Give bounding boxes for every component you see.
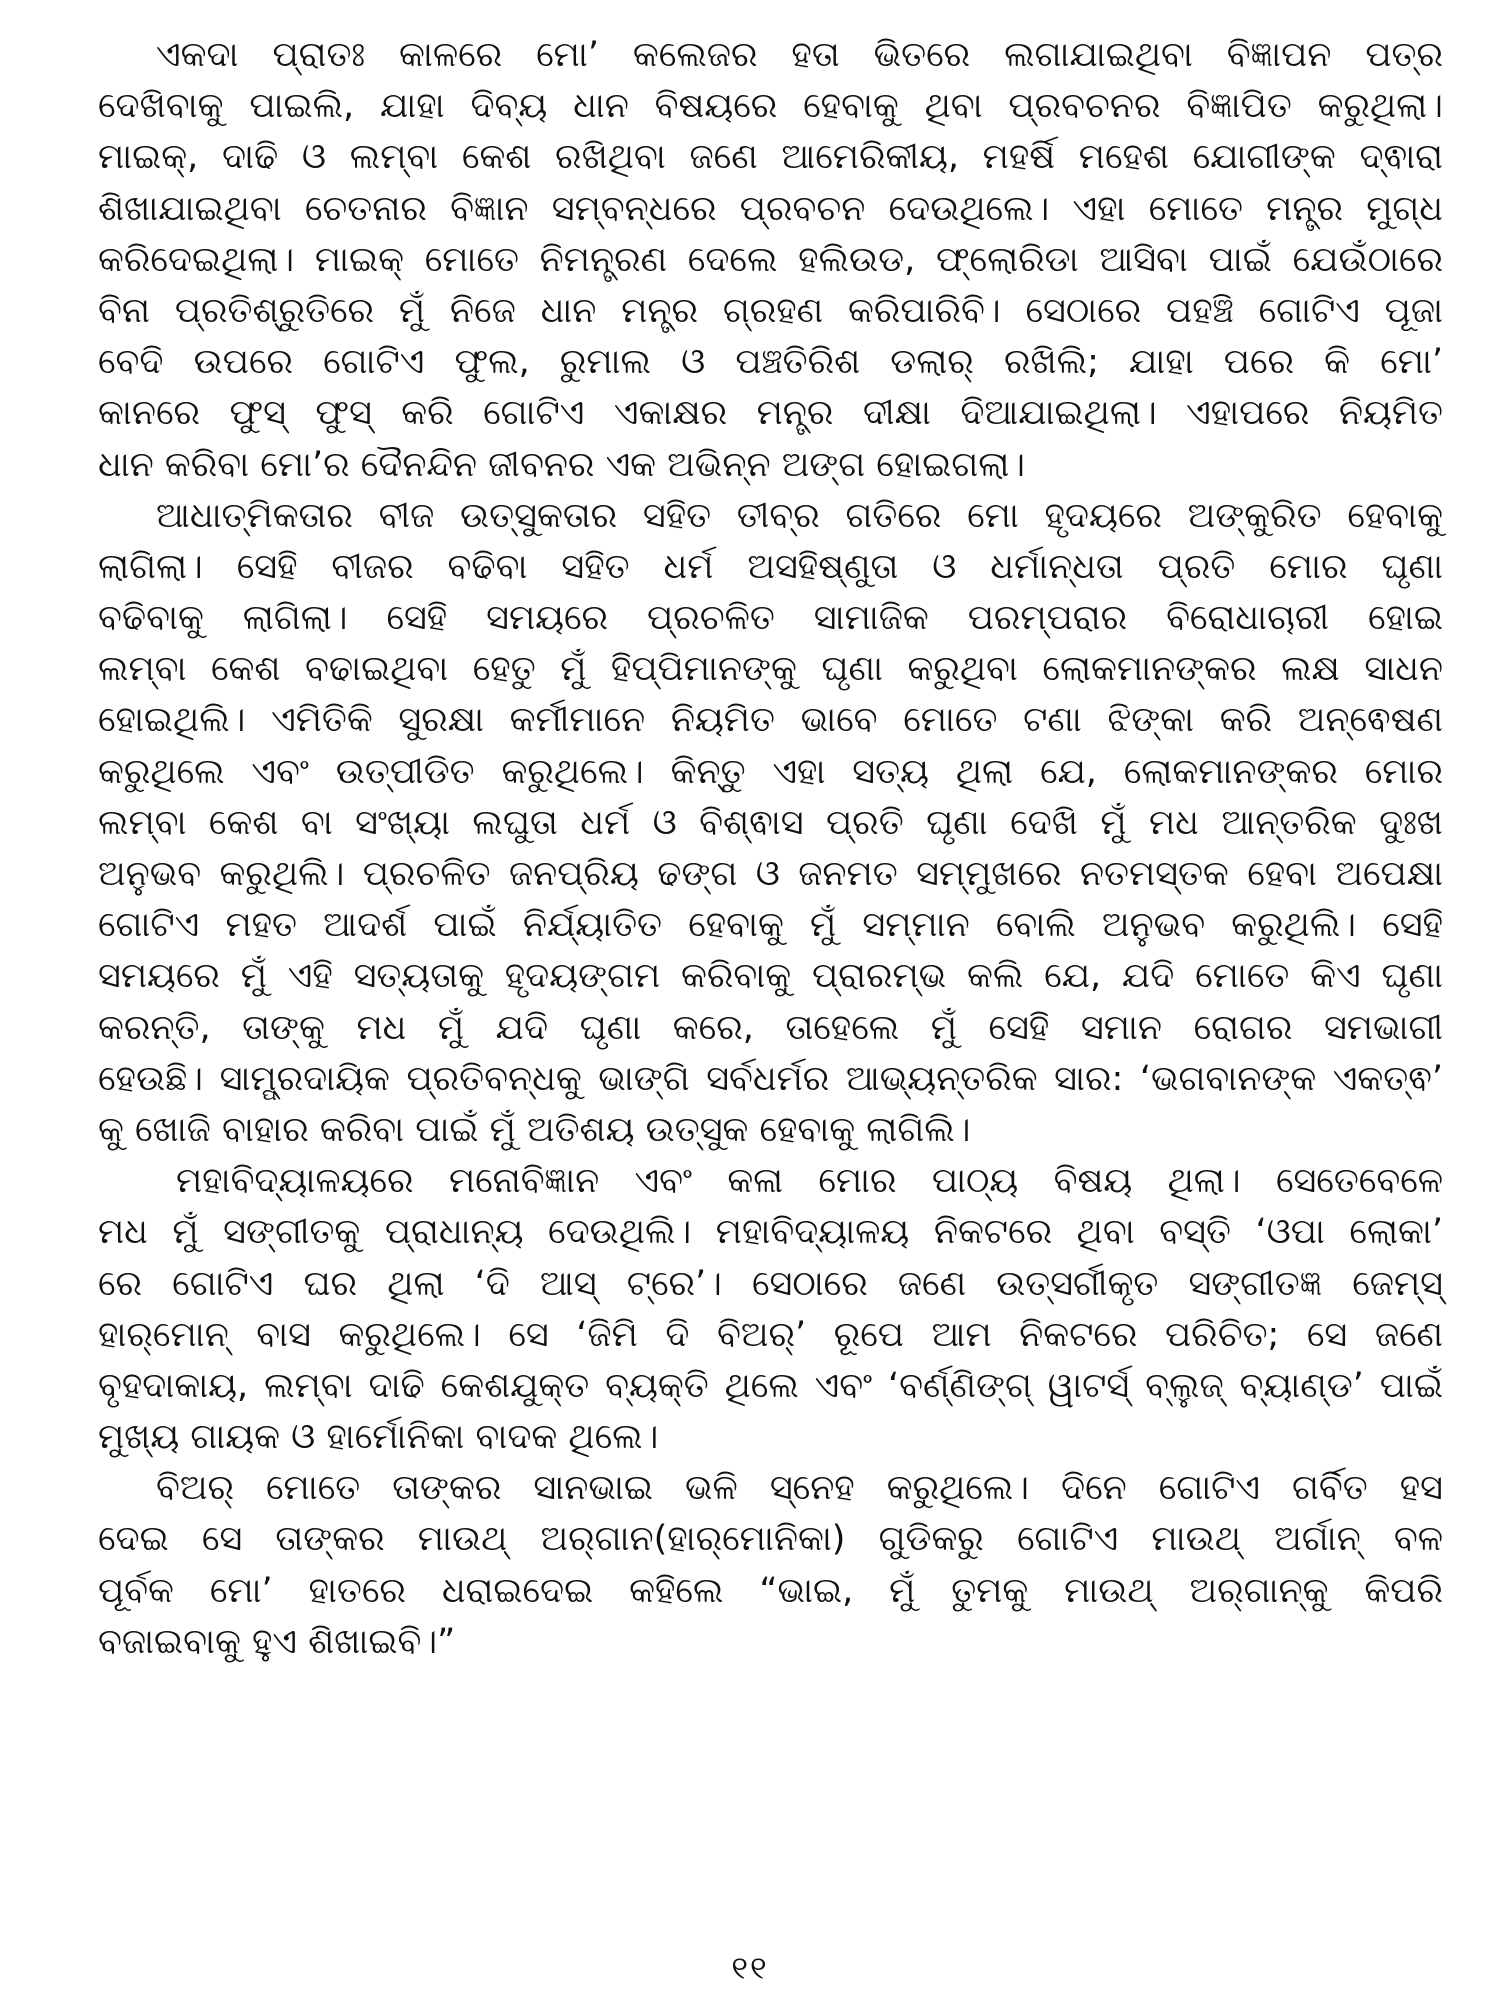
text-line: ଅନୁଭବ କରୁଥିଲି। ପ୍ରଚଳିତ ଜନପ୍ରିୟ ଢଙ୍ଗ ଓ ଜନମତ ସମ୍ମୁଖରେ ନତମସ୍ତକ ହେବା ଅପେକ୍ଷା xyxy=(98,854,1443,894)
text-line: କରନ୍ତି, ତାଙ୍କୁ ମଧ ମୁଁ ଯଦି ଘୃଣା କରେ, ତାହେଲେ ମୁଁ ସେହି ସମାନ ରୋଗର ସମଭାଗୀ xyxy=(98,1007,1443,1048)
text-line: ରେ ଗୋଟିଏ ଘର ଥିଲା ‘ଦି ଆସ୍ ଟ୍ରେ’। ସେଠାରେ ଜଣେ ଉତ୍ସର୍ଗୀକୃତ ସଙ୍ଗୀତଜ୍ଞ ଜେମ୍ସ୍ xyxy=(98,1263,1443,1304)
text-line: କାନରେ ଫୁସ୍ ଫୁସ୍ କରି ଗୋଟିଏ ଏକାକ୍ଷର ମନ୍ତ୍ର ଦୀକ୍ଷା ଦିଆଯାଇଥିଲା। ଏହାପରେ ନିୟମିତ xyxy=(98,393,1443,434)
body-text xyxy=(98,30,1443,1668)
text-line: ଗୋଟିଏ ମହତ ଆଦର୍ଶ ପାଇଁ ନିର୍ଯ୍ୟାତିତ ହେବାକୁ ମୁଁ ସମ୍ମାନ ବୋଲି ଅନୁଭବ କରୁଥିଲି। ସେହି xyxy=(98,905,1443,946)
text-line: ଲାଗିଲା। ସେହି ବୀଜର ବଢିବା ସହିତ ଧର୍ମ ଅସହିଷ୍ଣୁତା ଓ ଧର୍ମାନ୍ଧତା ପ୍ରତି ମୋର ଘୃଣା xyxy=(98,546,1443,587)
text-line: ମହାବିଦ୍ୟାଳୟରେ ମନୋବିଜ୍ଞାନ ଏବଂ କଳା ମୋର ପାଠ୍ୟ ବିଷୟ ଥିଲା। ସେତେବେଳେ xyxy=(176,1161,1443,1202)
text-line: ହେଉଛି। ସାମ୍ପ୍ରଦାୟିକ ପ୍ରତିବନ୍ଧକୁ ଭାଙ୍ଗି ସର୍ବଧର୍ମର ଆଭ୍ୟନ୍ତରିକ ସାର: ‘ଭଗବାନଙ୍କ ଏକତ୍ଵ’ xyxy=(98,1058,1443,1099)
text-line: ବୃହଦାକାୟ, ଲମ୍ବା ଦାଢି କେଶଯୁକ୍ତ ବ୍ୟକ୍ତି ଥିଲେ ଏବଂ ‘ବର୍ଣ୍ଣିଙ୍ଗ୍ ୱାଟର୍ସ୍ ବ୍ଲୁଜ୍ ବ୍ୟାଣ୍ଡ’ ପାଇଁ xyxy=(98,1365,1443,1406)
text-line: କୁ ଖୋଜି ବାହାର କରିବା ପାଇଁ ମୁଁ ଅତିଶୟ ଉତ୍ସୁକ ହେବାକୁ ଲାଗିଲି। xyxy=(98,1109,971,1150)
text-line: ବିଅର୍ ମୋତେ ତାଙ୍କର ସାନଭାଇ ଭଳି ସ୍ନେହ କରୁଥିଲେ। ଦିନେ ଗୋଟିଏ ଗର୍ବିତ ହସ xyxy=(156,1468,1443,1509)
text-line: ଶିଖାଯାଇଥିବା ଚେତନାର ବିଜ୍ଞାନ ସମ୍ବନ୍ଧରେ ପ୍ରବଚନ ଦେଉଥିଲେ। ଏହା ମୋତେ ମନ୍ତ୍ର ମୁଗ୍ଧ xyxy=(98,188,1443,229)
page-number: ୧୧ xyxy=(731,1949,769,1987)
text-line: ବଢିବାକୁ ଲାଗିଲା। ସେହି ସମୟରେ ପ୍ରଚଳିତ ସାମାଜିକ ପରମ୍ପରାର ବିରୋଧାଚାରୀ ହୋଇ xyxy=(98,598,1443,639)
text-line: ହୋଇଥିଲି। ଏମିତିକି ସୁରକ୍ଷା କର୍ମୀମାନେ ନିୟମିତ ଭାବେ ମୋତେ ଟଣା ଝିଙ୍କା କରି ଅନ୍ଵେଷଣ xyxy=(98,700,1443,741)
text-line: ସମୟରେ ମୁଁ ଏହି ସତ୍ୟତାକୁ ହୃଦୟଙ୍ଗମ କରିବାକୁ ପ୍ରାରମ୍ଭ କଲି ଯେ, ଯଦି ମୋତେ କିଏ ଘୃଣା xyxy=(98,956,1443,997)
text-line: ଲମ୍ବା କେଶ ବଢାଇଥିବା ହେତୁ ମୁଁ ହିପ୍ପିମାନଙ୍କୁ ଘୃଣା କରୁଥିବା ଲୋକମାନଙ୍କର ଲକ୍ଷ ସାଧନ xyxy=(98,649,1443,690)
text-line: ମାଇକ୍, ଦାଢି ଓ ଲମ୍ବା କେଶ ରଖିଥିବା ଜଣେ ଆମେରିକୀୟ, ମହର୍ଷି ମହେଶ ଯୋଗୀଙ୍କ ଦ୍ଵାରା xyxy=(98,137,1443,178)
text-line: ବଜାଇବାକୁ ହୁଏ ଶିଖାଇବି।” xyxy=(98,1621,456,1662)
text-line: ବିନା ପ୍ରତିଶ୍ରୁତିରେ ମୁଁ ନିଜେ ଧାନ ମନ୍ତ୍ର ଗ୍ରହଣ କରିପାରିବି। ସେଠାରେ ପହଞ୍ଚି ଗୋଟିଏ ପୂଜା xyxy=(98,290,1443,331)
text-line: ଧାନ କରିବା ମୋ’ର ଦୈନନ୍ଦିନ ଜୀବନର ଏକ ଅଭିନ୍ନ ଅଙ୍ଗ ହୋଇଗଲା। xyxy=(98,444,1026,485)
text-line: କରୁଥିଲେ ଏବଂ ଉତ୍ପୀଡିତ କରୁଥିଲେ। କିନ୍ତୁ ଏହା ସତ୍ୟ ଥିଲା ଯେ, ଲୋକମାନଙ୍କର ମୋର xyxy=(98,751,1443,792)
text-line: ଲମ୍ବା କେଶ ବା ସଂଖ୍ୟା ଲଘୁତା ଧର୍ମ ଓ ବିଶ୍ଵାସ ପ୍ରତି ଘୃଣା ଦେଖି ମୁଁ ମଧ ଆନ୍ତରିକ ଦୁଃଖ xyxy=(98,802,1443,843)
text-line: ଦେଇ ସେ ତାଙ୍କର ମାଉଥ୍ ଅର୍‌ଗାନ(ହାର୍‌ମୋନିକା) ଗୁଡିକରୁ ଗୋଟିଏ ମାଉଥ୍ ଅର୍ଗାନ୍ ବଳ xyxy=(98,1519,1443,1560)
text-line: ଆଧାତ୍ମିକତାର ବୀଜ ଉତ୍ସୁକତାର ସହିତ ତୀବ୍ର ଗତିରେ ମୋ ହୃଦୟରେ ଅଙ୍କୁରିତ ହେବାକୁ xyxy=(156,495,1443,536)
text-line: କରିଦେଇଥିଲା। ମାଇକ୍ ମୋତେ ନିମନ୍ତ୍ରଣ ଦେଲେ ହଲିଉଡ, ଫ୍ଲୋରିଡା ଆସିବା ପାଇଁ ଯେଉଁଠାରେ xyxy=(98,239,1443,280)
text-line: ଏକଦା ପ୍ରାତଃ କାଳରେ ମୋ’ କଲେଜର ହତା ଭିତରେ ଲଗାଯାଇଥିବା ବିଜ୍ଞାପନ ପତ୍ର xyxy=(156,35,1443,75)
text-line: ଦେଖିବାକୁ ପାଇଲି, ଯାହା ଦିବ୍ୟ ଧାନ ବିଷୟରେ ହେବାକୁ ଥିବା ପ୍ରବଚନର ବିଜ୍ଞାପିତ କରୁଥିଲା। xyxy=(98,86,1443,127)
text-line: ବେଦି ଉପରେ ଗୋଟିଏ ଫୁଲ, ରୁମାଲ ଓ ପଞ୍ଚତିରିଶ ଡଲାର୍ ରଖିଲି; ଯାହା ପରେ କି ମୋ’ xyxy=(98,342,1443,383)
text-line: ପୂର୍ବକ ମୋ’ ହାତରେ ଧରାଇଦେଇ କହିଲେ “ଭାଇ, ମୁଁ ତୁମକୁ ମାଉଥ୍ ଅର୍‌ଗାନ୍‌କୁ କିପରି xyxy=(98,1570,1443,1611)
text-line: ମୁଖ୍ୟ ଗାୟକ ଓ ହାର୍ମୋନିକା ବାଦକ ଥିଲେ। xyxy=(98,1417,659,1458)
text-line: ହାର୍‌ମୋନ୍ ବାସ କରୁଥିଲେ। ସେ ‘ଜିମି ଦି ବିଅର୍’ ରୂପେ ଆମ ନିକଟରେ ପରିଚିତ; ସେ ଜଣେ xyxy=(98,1314,1443,1355)
text-line: ମଧ ମୁଁ ସଙ୍ଗୀତକୁ ପ୍ରାଧାନ୍ୟ ଦେଉଥିଲି। ମହାବିଦ୍ୟାଳୟ ନିକଟରେ ଥିବା ବସ୍ତି ‘ଓପା ଲୋକା’ xyxy=(98,1212,1443,1253)
